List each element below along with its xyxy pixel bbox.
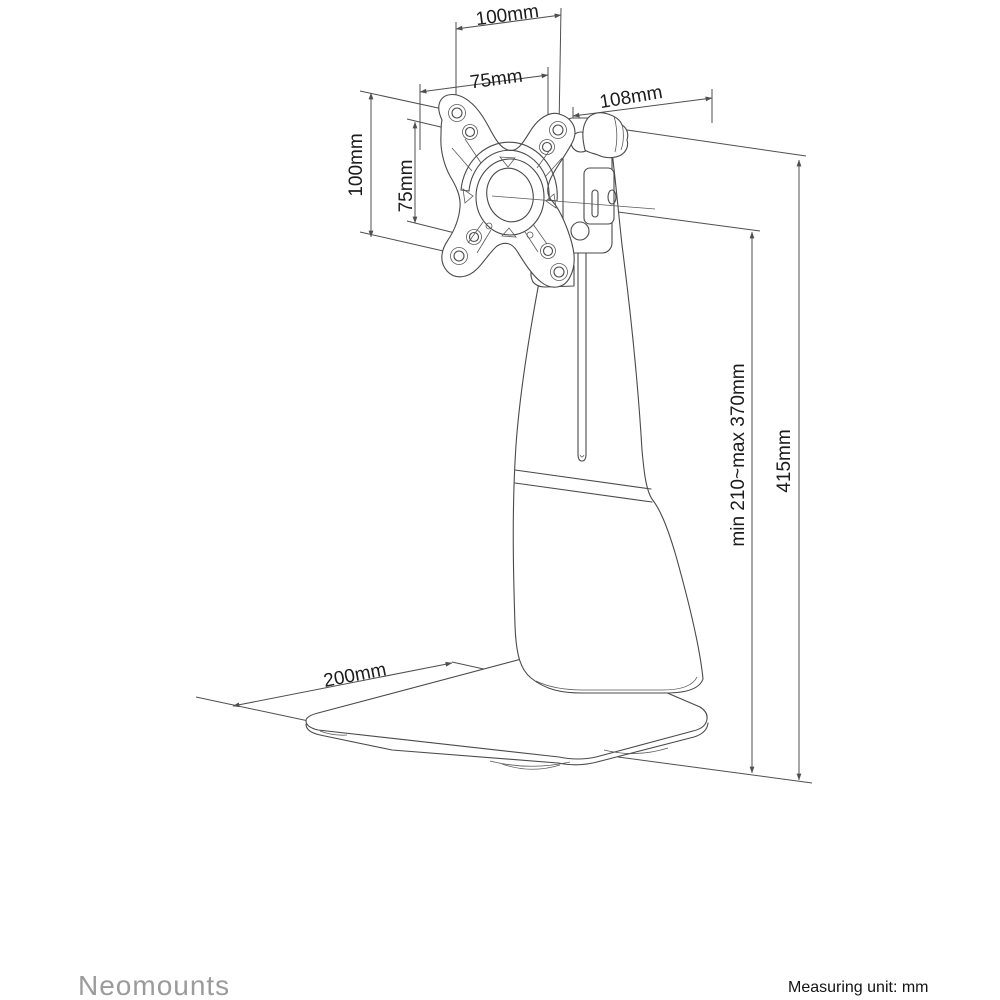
- label-vesa-width-outer: 100mm: [474, 0, 541, 31]
- label-vesa-width-inner: 75mm: [468, 65, 524, 94]
- label-vesa-height-inner: 75mm: [396, 159, 417, 213]
- vesa-plate: [439, 95, 575, 288]
- label-height-range: min 210~max 370mm: [728, 363, 749, 547]
- label-vesa-height-outer: 100mm: [346, 133, 367, 197]
- measuring-unit-note: Measuring unit: mm: [788, 979, 929, 996]
- label-total-height: 415mm: [774, 429, 795, 493]
- brand-logo: Neomounts: [78, 970, 231, 1000]
- label-base-depth: 200mm: [321, 659, 389, 692]
- label-mount-depth: 108mm: [598, 81, 665, 114]
